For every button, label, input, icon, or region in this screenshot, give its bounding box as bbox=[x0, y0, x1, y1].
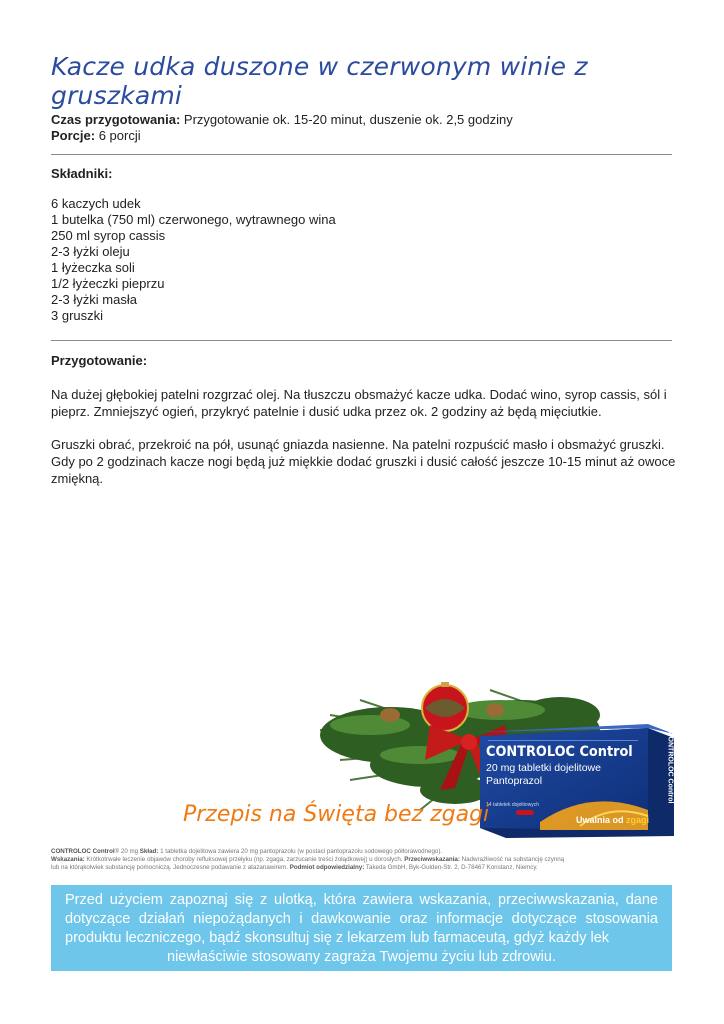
fine-print-text: Nadwrażliwość na substancję czynną bbox=[459, 856, 565, 863]
fine-print-text: Krótkotrwałe leczenie objawów choroby refluksowej przełyku (np. zgaga, zarzucanie treści żołądkowej) u dorosłych. bbox=[84, 856, 405, 863]
drug-fine-print bbox=[51, 848, 571, 872]
fine-print-line bbox=[51, 848, 571, 856]
manufacturer-logo bbox=[516, 810, 534, 815]
ingredient-item: 2-3 łyżki masła bbox=[51, 292, 137, 307]
fine-print-bold: Skład: bbox=[139, 848, 159, 855]
advertisement bbox=[0, 670, 724, 890]
preparation-paragraph: Gruszki obrać, przekroić na pół, usunąć gniazda nasienne. Na patelni rozpuścić masło i obsmażyć gruszki. Gdy po 2 godzinach kacze nogi będą już miękkie dodać gruszki i dusić całość jeszcze 10-15 minut aż owoce zmiękną. bbox=[51, 437, 676, 486]
medical-warning-box bbox=[51, 885, 672, 971]
fine-print-bold: Przeciwwskazania: bbox=[404, 856, 460, 863]
fine-print-text: 1 tabletka dojelitowa zawiera 20 mg pantoprazolu (w postaci pantoprazolu sodowego półtorawodnego). bbox=[158, 848, 443, 855]
box-count: 14 tabletek dojelitowych bbox=[486, 802, 540, 808]
fine-print-text: ® 20 mg bbox=[114, 848, 140, 855]
fine-print-text: Takeda GmbH, Byk-Gulden-Str. 2, D-78467 Konstanz, Niemcy. bbox=[364, 864, 538, 871]
ingredient-item: 6 kaczych udek bbox=[51, 196, 141, 211]
portions-value: 6 porcji bbox=[95, 128, 141, 143]
fine-print-line bbox=[51, 864, 571, 872]
fine-print-bold: CONTROLOC Control bbox=[51, 848, 115, 855]
ingredients-heading: Składniki: bbox=[51, 166, 113, 181]
prep-time-label: Czas przygotowania: bbox=[51, 112, 181, 127]
prep-time-value: Przygotowanie ok. 15-20 minut, duszenie ok. 2,5 godziny bbox=[180, 112, 513, 127]
fine-print-line bbox=[51, 856, 571, 864]
fine-print-bold: Podmiot odpowiedzialny: bbox=[289, 864, 365, 871]
preparation-paragraph: Na dużej głębokiej patelni rozgrzać olej. Na tłuszczu obsmażyć kacze udka. Dodać wino, syrop cassis, sól i pieprz. Zmniejszyć ogień, przykryć patelnie i dusić udka przez ok. 2 godziny aż będą mięciutkie. bbox=[51, 387, 667, 419]
ingredient-item: 1 łyżeczka soli bbox=[51, 260, 135, 275]
box-brand: CONTROLOC Control bbox=[486, 744, 633, 760]
ingredient-item: 1/2 łyżeczki pieprzu bbox=[51, 276, 165, 291]
prep-time bbox=[51, 112, 513, 128]
box-release bbox=[576, 815, 649, 825]
fine-print-text: lub na którąkolwiek substancję pomocniczą. Jednoczesne podawanie z atazanawirem. bbox=[51, 864, 290, 871]
divider bbox=[51, 340, 672, 341]
ingredient-item: 1 butelka (750 ml) czerwonego, wytrawnego wina bbox=[51, 212, 336, 227]
divider bbox=[51, 154, 672, 155]
ingredient-item: 3 gruszki bbox=[51, 308, 104, 323]
portions bbox=[51, 128, 513, 144]
fine-print-bold: Wskazania: bbox=[51, 856, 85, 863]
warning-text: Przed użyciem zapoznaj się z ulotką, która zawiera wskazania, przeciwwskazania, dane dotyczące działań niepożądanych i dawkowanie oraz informacje dotyczące stosowania produktu leczniczego, bądź skonsultuj się z lekarzem lub farmaceutą, gdyż każdy lek bbox=[65, 892, 658, 946]
box-release-label: Uwalnia od bbox=[576, 815, 624, 825]
portions-label: Porcje: bbox=[51, 128, 96, 143]
warning-text-last-line: niewłaściwie stosowany zagraża Twojemu życiu lub zdrowiu. bbox=[167, 949, 556, 965]
box-substance: Pantoprazol bbox=[486, 775, 543, 787]
recipe-meta bbox=[51, 112, 513, 144]
ingredients-list bbox=[51, 196, 336, 324]
preparation-heading: Przygotowanie: bbox=[51, 353, 148, 368]
ingredient-item: 250 ml syrop cassis bbox=[51, 228, 166, 243]
ad-slogan: Przepis na Święta bez zgagi bbox=[183, 802, 490, 827]
preparation-text bbox=[51, 386, 676, 503]
box-release-word: zgagi bbox=[626, 815, 650, 825]
box-dosage: 20 mg tabletki dojelitowe bbox=[486, 762, 601, 774]
ingredient-item: 2-3 łyżki oleju bbox=[51, 244, 130, 259]
recipe-title: Kacze udka duszone w czerwonym winie z gruszkami bbox=[51, 52, 588, 110]
product-box bbox=[480, 718, 674, 838]
box-side-label: CONTROLOC Control bbox=[666, 731, 674, 804]
